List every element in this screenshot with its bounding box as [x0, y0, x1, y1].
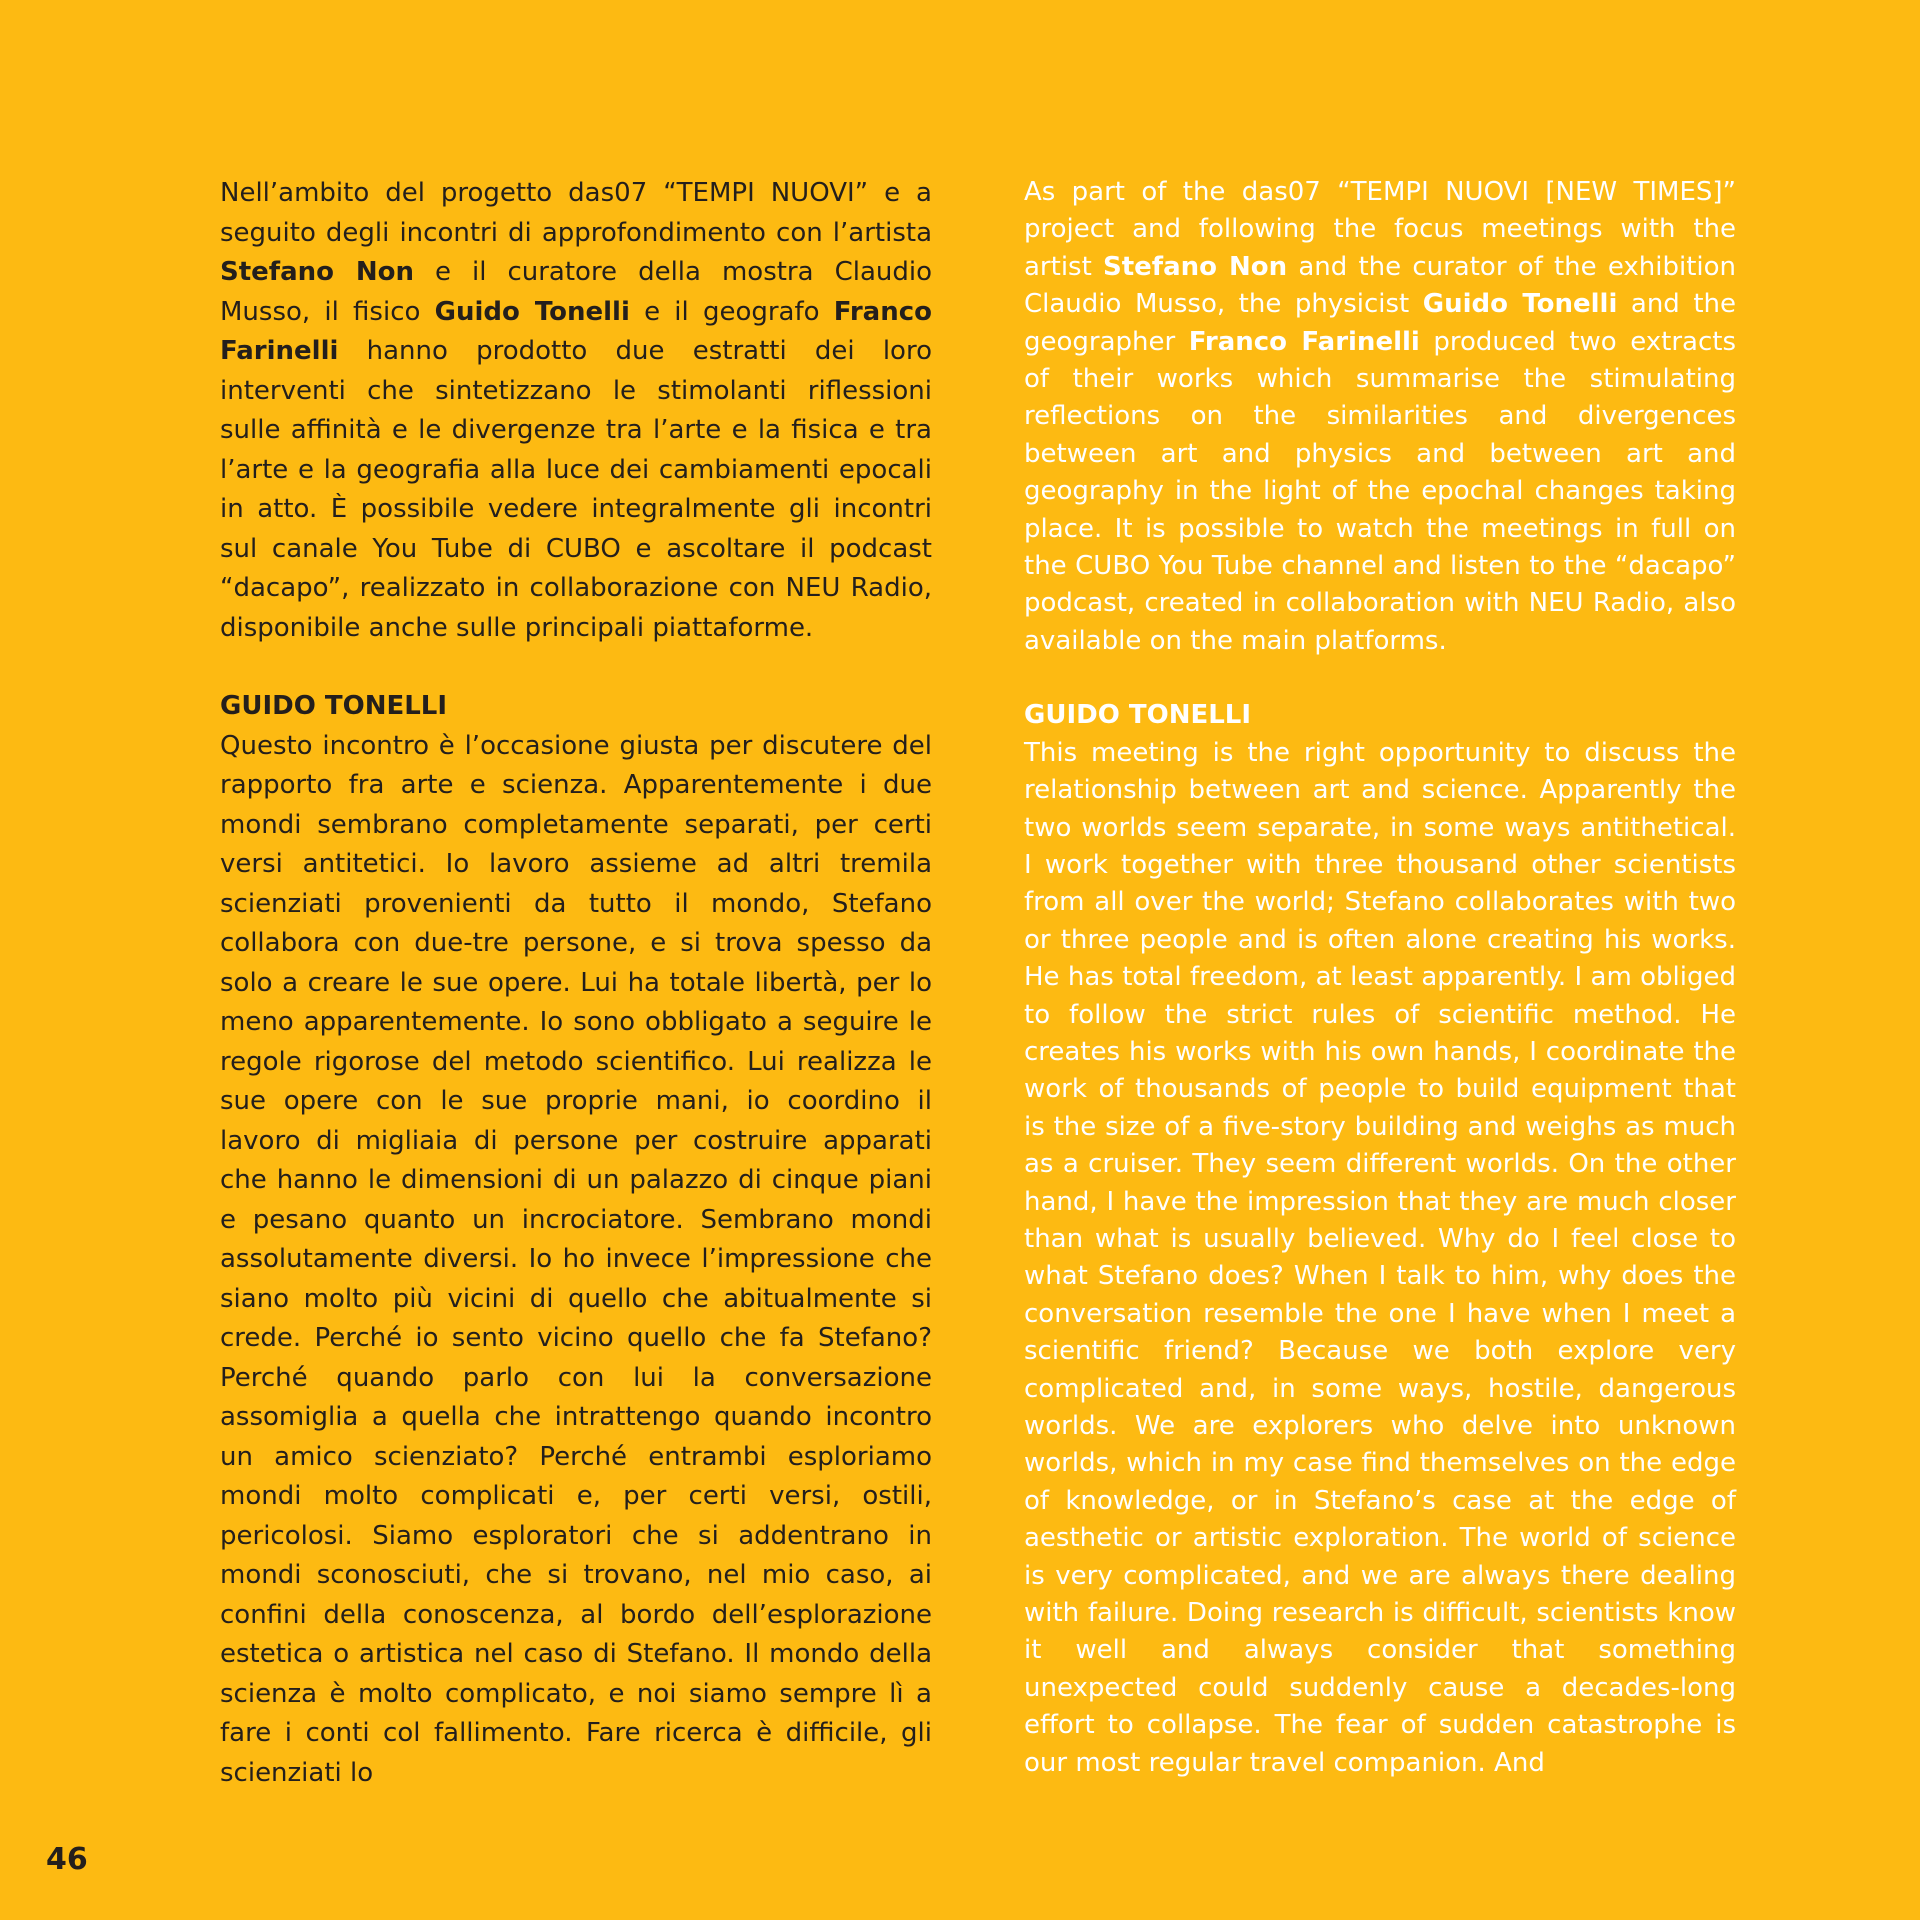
english-intro-text-4: produced two extracts of their works which summarise the stimulating reflections on the similarities and divergences between art and physics and between art and geography in the light of the epochal changes taking place. It is possible to watch the meetings in full on the CUBO You Tube channel and listen to the “dacapo” podcast, created in collaboration with NEU Radio, also available on the main platforms.: [1024, 326, 1737, 656]
italian-intro-artist-name: Stefano Non: [220, 257, 414, 287]
english-intro-paragraph: [1024, 174, 1736, 660]
italian-column: [220, 174, 932, 1793]
english-body-paragraph: This meeting is the right opportunity to discuss the relationship between art and science. Apparently the two worlds seem separate, in some ways antithetical. I work together with three thousand other scientists from all over the world; Stefano collaborates with two or three people and is often alone creating his works. He has total freedom, at least apparently. I am obliged to follow the strict rules of scientific method. He creates his works with his own hands, I coordinate the work of thousands of people to build equipment that is the size of a five-story building and weighs as much as a cruiser. They seem different worlds. On the other hand, I have the impression that they are much closer than what is usually believed. Why do I feel close to what Stefano does? When I talk to him, why does the conversation resemble the one I have when I meet a scientific friend? Because we both explore very complicated and, in some ways, hostile, dangerous worlds. We are explorers who delve into unknown worlds, which in my case find themselves on the edge of knowledge, or in Stefano’s case at the edge of aesthetic or artistic exploration. The world of science is very complicated, and we are always there dealing with failure. Doing research is difficult, scientists know it well and always consider that something unexpected could suddenly cause a decades-long effort to collapse. The fear of sudden catastrophe is our most regular travel companion. And: [1024, 737, 1736, 1778]
italian-section-heading: GUIDO TONELLI: [220, 691, 448, 721]
english-intro-text-2: and the curator of the exhibition Claudio Musso, the physicist: [1024, 251, 1736, 320]
english-intro-geographer-name: Franco Farinelli: [1188, 326, 1420, 357]
italian-intro-text-4: hanno prodotto due estratti dei loro interventi che sintetizzano le stimolanti riflessioni sulle affinità e le divergenze tra l’arte e la fisica e tra l’arte e la geografia alla luce dei cambiamenti epocali in atto. È possibile vedere integralmente gli incontri sul canale You Tube di CUBO e ascoltare il podcast “dacapo”, realizzato in collaborazione con NEU Radio, disponibile anche sulle principali piattaforme.: [220, 336, 932, 643]
english-intro-physicist-name: Guido Tonelli: [1422, 289, 1618, 320]
english-column: [1024, 174, 1736, 1782]
italian-intro-text-1: Nell’ambito del progetto das07 “TEMPI NUOVI” e a seguito degli incontri di approfondimento con l’artista: [220, 178, 932, 248]
italian-intro-text-2: e il curatore della mostra Claudio Musso, il fisico: [220, 257, 932, 327]
italian-body-paragraph: Questo incontro è l’occasione giusta per discutere del rapporto fra arte e scienza. Apparentemente i due mondi sembrano completamente separati, per certi versi antitetici. Io lavoro assieme ad altri tremila scienziati provenienti da tutto il mondo, Stefano collabora con due-tre persone, e si trova spesso da solo a creare le sue opere. Lui ha totale libertà, per lo meno apparentemente. Io sono obbligato a seguire le regole rigorose del metodo scientifico. Lui realizza le sue opere con le sue proprie mani, io coordino il lavoro di migliaia di persone per costruire apparati che hanno le dimensioni di un palazzo di cinque piani e pesano quanto un incrociatore. Sembrano mondi assolutamente diversi. Io ho invece l’impressione che siano molto più vicini di quello che abitualmente si crede. Perché io sento vicino quello che fa Stefano? Perché quando parlo con lui la conversazione assomiglia a quella che intrattengo quando incontro un amico scienziato? Perché entrambi esploriamo mondi molto complicati e, per certi versi, ostili, pericolosi. Siamo esploratori che si addentrano in mondi sconosciuti, che si trovano, nel mio caso, ai confini della conoscenza, al bordo dell’esplorazione estetica o artistica nel caso di Stefano. Il mondo della scienza è molto complicato, e noi siamo sempre lì a fare i conti col fallimento. Fare ricerca è difficile, gli scienziati lo: [220, 730, 932, 1788]
english-intro-text-1: As part of the das07 “TEMPI NUOVI [NEW TIMES]” project and following the focus meetings with the artist: [1024, 177, 1736, 282]
italian-intro-geographer-name: Franco Farinelli: [220, 296, 933, 366]
english-intro-artist-name: Stefano Non: [1102, 251, 1288, 282]
italian-intro-text-3: e il geografo: [629, 296, 834, 327]
english-section-heading: GUIDO TONELLI: [1024, 700, 1252, 731]
italian-intro-paragraph: [220, 174, 932, 648]
english-intro-text-3: and the geographer: [1024, 289, 1736, 357]
page-number: 46: [46, 1842, 88, 1877]
italian-intro-physicist-name: Guido Tonelli: [434, 296, 630, 327]
